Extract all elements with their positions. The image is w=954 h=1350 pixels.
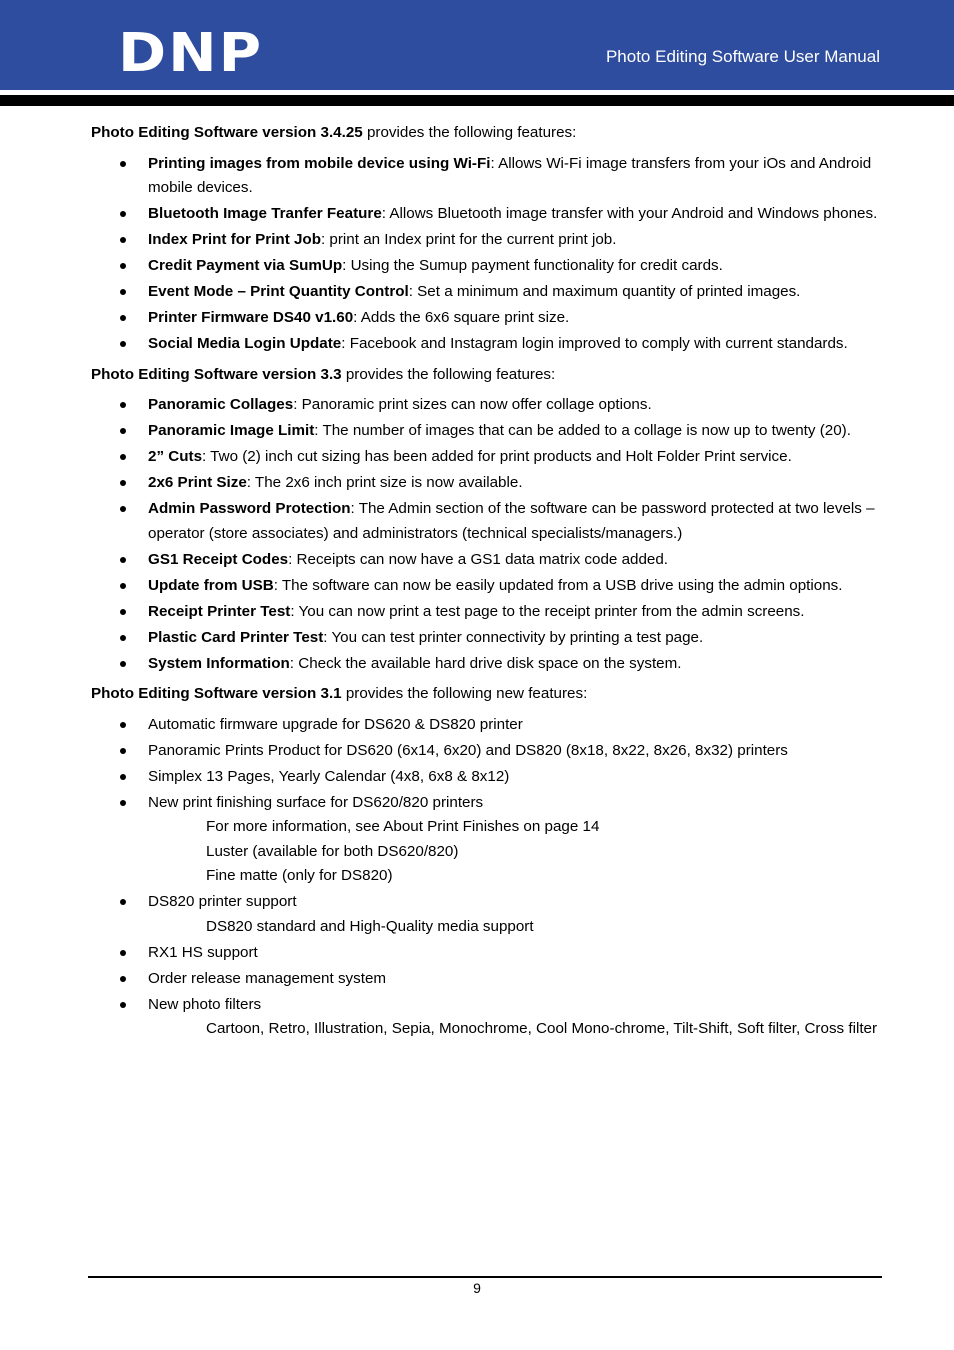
feature-item [91, 471, 886, 496]
document-title: Photo Editing Software User Manual [605, 47, 880, 66]
feature-name: Bluetooth Image Tranfer Feature [148, 205, 382, 222]
feature-name: Panoramic Collages [148, 396, 294, 413]
section-intro-text: provides the following new features: [341, 685, 588, 702]
feature-name: Admin Password Protection [148, 500, 351, 517]
feature-item [91, 600, 886, 625]
feature-sub-item: For more information, see About Print Finishes on page 14 [206, 818, 600, 835]
section-version-label: Photo Editing Software version 3.1 [91, 685, 342, 702]
feature-description: : Using the Sumup payment functionality for credit cards. [342, 257, 723, 274]
feature-name: System Information [148, 654, 290, 672]
feature-item [91, 626, 886, 651]
feature-sub-item: Luster (available for both DS620/820) [206, 842, 459, 860]
bullet-icon [120, 289, 126, 295]
feature-description: Panoramic Prints Product for DS620 (6x14, 6x20) and DS820 (8x18, 8x22, 8x26, 8x32) printers [148, 741, 788, 759]
bullet-icon [120, 899, 126, 905]
feature-description: DS820 printer support [148, 893, 297, 910]
page-header [0, 0, 954, 90]
feature-name: Printing images from mobile device using Wi-Fi [148, 154, 491, 172]
bullet-icon [120, 341, 126, 347]
feature-description: : The number of images that can be added to a collage is now up to twenty (20). [314, 422, 851, 439]
feature-list [91, 393, 886, 676]
feature-item [91, 993, 886, 1042]
feature-item [91, 254, 886, 279]
bullet-icon [120, 748, 126, 754]
bullet-icon [120, 506, 126, 512]
feature-description: : The 2x6 inch print size is now available. [246, 474, 523, 491]
bullet-icon [120, 161, 126, 167]
bullet-icon [120, 428, 126, 434]
feature-item [91, 713, 886, 738]
feature-list [91, 152, 886, 357]
bullet-icon [120, 263, 126, 269]
feature-item [91, 765, 886, 790]
feature-description: : You can now print a test page to the receipt printer from the admin screens. [290, 602, 805, 620]
feature-description: New print finishing surface for DS620/820 printers [148, 793, 484, 811]
page-content [91, 121, 886, 1048]
feature-name: Panoramic Image Limit [148, 422, 315, 439]
feature-description: Automatic firmware upgrade for DS620 & DS820 printer [148, 715, 523, 733]
bullet-icon [120, 480, 126, 486]
feature-name: Social Media Login Update [148, 335, 342, 352]
feature-description: : Check the available hard drive disk space on the system. [289, 654, 682, 672]
feature-item [91, 419, 886, 444]
feature-name: Update from USB [148, 576, 274, 594]
feature-item [91, 152, 886, 201]
feature-item [91, 306, 886, 331]
feature-item [91, 393, 886, 418]
dnp-logo: DNP [118, 21, 264, 85]
feature-description: : Receipts can now have a GS1 data matrix code added. [288, 550, 669, 568]
feature-description: : The Admin section of the software can be password protected at two levels – operator (store associates) and administrators (technical specialists/managers.) [148, 500, 875, 542]
feature-description: : Adds the 6x6 square print size. [353, 309, 570, 326]
feature-description: Simplex 13 Pages, Yearly Calendar (4x8, 6x8 & 8x12) [148, 767, 510, 785]
feature-description: RX1 HS support [148, 943, 258, 961]
feature-item [91, 967, 886, 992]
feature-description: Order release management system [148, 969, 387, 987]
feature-item [91, 739, 886, 764]
section-intro [91, 363, 886, 388]
bullet-icon [120, 211, 126, 217]
feature-description: : Allows Bluetooth image transfer with your Android and Windows phones. [381, 205, 878, 222]
header-divider-thick [0, 95, 954, 106]
section-version-label: Photo Editing Software version 3.4.25 [91, 124, 363, 141]
page-number: 9 [473, 1280, 481, 1296]
feature-description: : Two (2) inch cut sizing has been added for print products and Holt Folder Print service. [202, 448, 792, 465]
feature-item [91, 445, 886, 470]
feature-name: Credit Payment via SumUp [148, 257, 343, 274]
footer-divider [88, 1276, 882, 1278]
bullet-icon [120, 774, 126, 780]
bullet-icon [120, 237, 126, 243]
section-intro-text: provides the following features: [362, 124, 577, 141]
section-intro [91, 121, 886, 146]
feature-item [91, 548, 886, 573]
bullet-icon [120, 800, 126, 806]
bullet-icon [120, 315, 126, 321]
feature-sub-item: Fine matte (only for DS820) [206, 867, 393, 884]
section-intro-text: provides the following features: [341, 365, 556, 383]
feature-description: : You can test printer connectivity by printing a test page. [323, 628, 704, 646]
bullet-icon [120, 557, 126, 563]
feature-name: Printer Firmware DS40 v1.60 [148, 309, 354, 326]
bullet-icon [120, 722, 126, 728]
feature-name: GS1 Receipt Codes [148, 550, 289, 568]
feature-item [91, 574, 886, 599]
feature-description: : The software can now be easily updated from a USB drive using the admin options. [273, 576, 843, 594]
bullet-icon [120, 1002, 126, 1008]
feature-item [91, 497, 886, 546]
feature-list [91, 713, 886, 1042]
bullet-icon [120, 950, 126, 956]
feature-item [91, 228, 886, 253]
feature-description: : Set a minimum and maximum quantity of printed images. [408, 283, 801, 300]
feature-item [91, 791, 886, 889]
bullet-icon [120, 635, 126, 641]
bullet-icon [120, 609, 126, 615]
feature-description: : print an Index print for the current print job. [320, 231, 617, 248]
feature-description: : Facebook and Instagram login improved to comply with current standards. [341, 335, 848, 352]
feature-name: 2” Cuts [148, 448, 203, 465]
feature-name: 2x6 Print Size [148, 474, 247, 491]
bullet-icon [120, 583, 126, 589]
feature-item [91, 890, 886, 939]
feature-name: Index Print for Print Job [148, 231, 321, 248]
feature-item [91, 332, 886, 357]
section-intro [91, 682, 886, 707]
feature-item [91, 941, 886, 966]
bullet-icon [120, 661, 126, 667]
feature-sub-item: DS820 standard and High-Quality media support [206, 917, 534, 935]
feature-item [91, 280, 886, 305]
feature-name: Receipt Printer Test [148, 602, 291, 620]
feature-sub-item: Cartoon, Retro, Illustration, Sepia, Monochrome, Cool Mono-chrome, Tilt-Shift, Soft filter, Cross filter [206, 1020, 878, 1037]
feature-item [91, 202, 886, 227]
feature-item [91, 652, 886, 677]
feature-description: New photo filters [148, 995, 262, 1013]
bullet-icon [120, 976, 126, 982]
bullet-icon [120, 454, 126, 460]
header-divider-thin [0, 90, 954, 92]
feature-description: : Panoramic print sizes can now offer collage options. [293, 396, 652, 413]
bullet-icon [120, 402, 126, 408]
feature-description: : Allows Wi-Fi image transfers from your iOs and Android mobile devices. [148, 154, 872, 196]
section-version-label: Photo Editing Software version 3.3 [91, 365, 342, 383]
feature-name: Plastic Card Printer Test [148, 628, 324, 646]
feature-name: Event Mode – Print Quantity Control [148, 283, 409, 300]
